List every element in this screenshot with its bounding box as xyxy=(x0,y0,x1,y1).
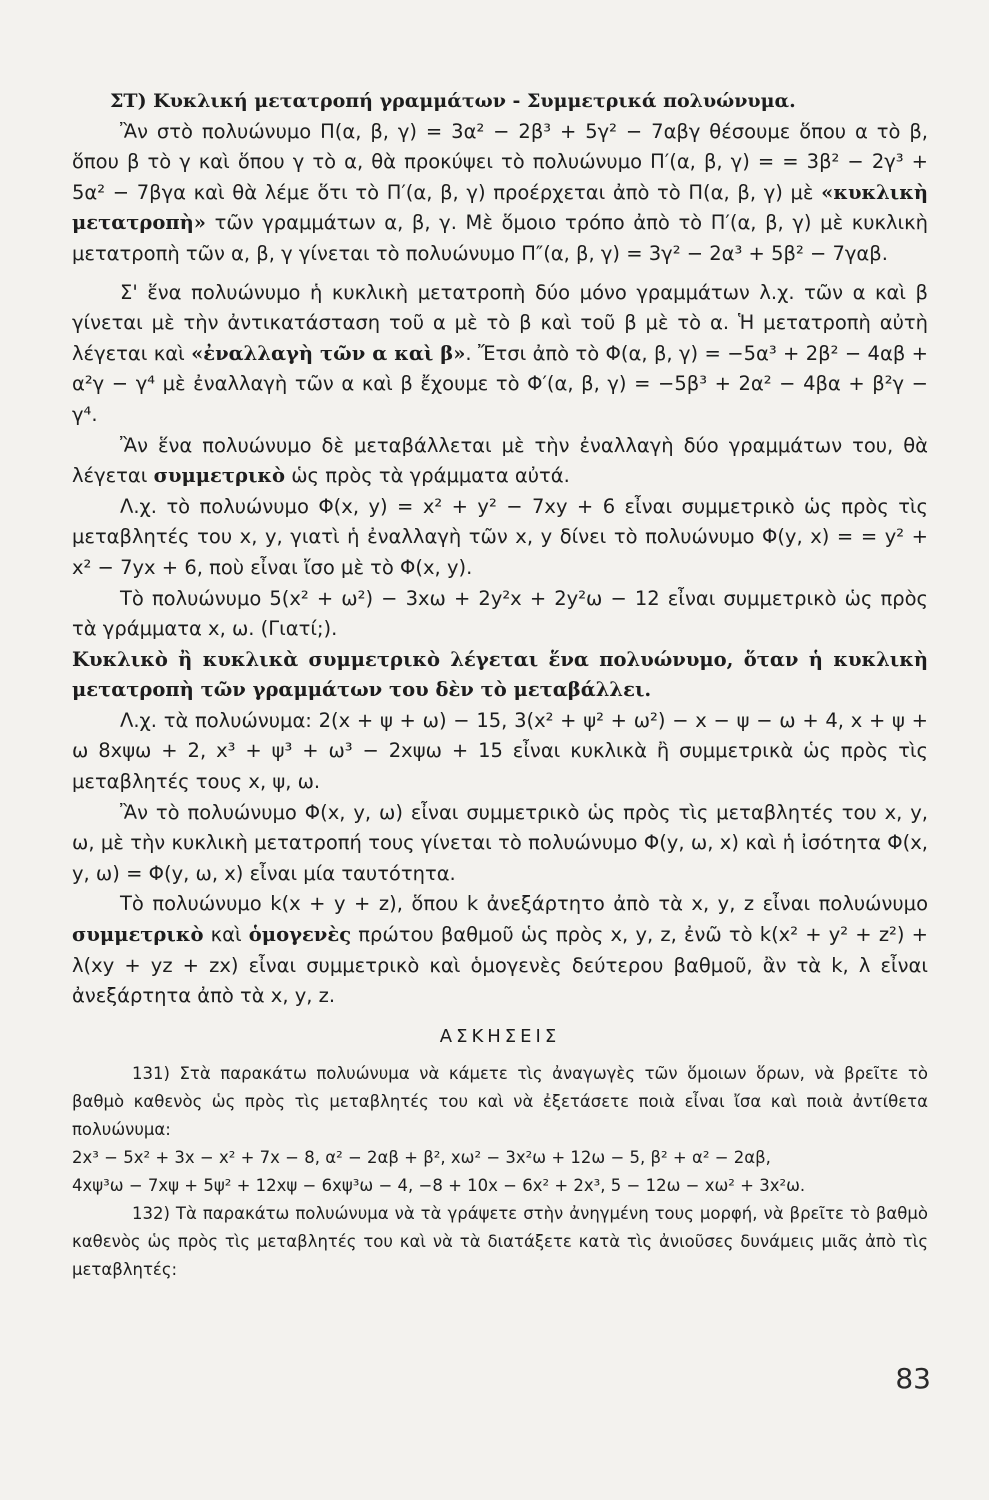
p9-text-2: καὶ xyxy=(203,923,249,947)
paragraph-identity: Ἂν τὸ πολυώνυμο Φ(x, y, ω) εἶναι συμμετρικὸ ὡς πρὸς τὶς μεταβλητές του x, y, ω, μὲ τὴν κυκλικὴ μετατροπή τους γίνεται τὸ πολυώνυμο Φ(y, ω, x) καὶ ἡ ἰσότητα Φ(x, y, ω) = Φ(y, ω, x) εἶναι μία ταυτότητα. xyxy=(72,800,928,885)
paragraph-example-xw: Τὸ πολυώνυμο 5(x² + ω²) − 3xω + 2y²x + 2y²ω − 12 εἶναι συμμετρικὸ ὡς πρὸς τὰ γράμματα x, ω. (Γιατί;). xyxy=(72,586,928,641)
p3-text-2: ὡς πρὸς τὰ γράμματα αὐτά. xyxy=(285,464,570,488)
paragraph-example-phi: Λ.χ. τὸ πολυώνυμο Φ(x, y) = x² + y² − 7xy + 6 εἶναι συμμετρικὸ ὡς πρὸς τὶς μεταβλητές του x, y, γιατὶ ἡ ἐναλλαγὴ τῶν x, y δίνει τὸ πολυώνυμο Φ(y, x) = = y² + x² − 7yx + 6, ποὺ εἶναι ἴσο μὲ τὸ Φ(x, y). xyxy=(72,494,928,579)
exercise-132: 132) Τὰ παρακάτω πολυώνυμα νὰ τὰ γράψετε στὴν ἀνηγμένη τους μορφή, νὰ βρεῖτε τὸ βαθμὸ καθενὸς ὡς πρὸς τὶς μεταβλητές του καὶ νὰ τὰ διατάξετε κατὰ τὶς ἀνιοῦσες δυνάμεις μιᾶς ἀπὸ τὶς μεταβλητές: xyxy=(72,1204,928,1280)
p2-text-1: Σ' ἕνα πολυώνυμο ἡ κυκλικὴ μετατροπὴ δύο μόνο γραμμάτων λ.χ. τῶν α καὶ β γίνεται μὲ τὴν ἀντικατάσταση τοῦ α μὲ τὸ β καὶ τοῦ β μὲ τὸ α. Ἡ μετατροπὴ αὐτὴ λέγεται καὶ xyxy=(72,280,928,365)
p3-term-symmetric: συμμετρικὸ xyxy=(153,464,286,488)
p1-text-2: τῶν γραμμάτων α, β, γ. Μὲ ὅμοιο τρόπο ἀπὸ τὸ Π′(α, β, γ) μὲ κυκλικὴ μετατροπὴ τῶν α, β, γ γίνεται τὸ πολυώνυμο Π″(α, β, γ) = 3γ² − 2α³ + 5β² − 7γαβ. xyxy=(72,211,928,265)
p2-term-swap: «ἐναλλαγὴ τῶν α καὶ β» xyxy=(191,341,466,365)
p1-text-1: Ἂν στὸ πολυώνυμο Π(α, β, γ) = 3α² − 2β³ + 5γ² − 7αβγ θέσουμε ὅπου α τὸ β, ὅπου β τὸ γ καὶ ὅπου γ τὸ α, θὰ προκύψει τὸ πολυώνυμο Π′(α, β, γ) = = 3β² − 2γ³ + 5α² − 7βγα καὶ θὰ λέμε ὅτι τὸ Π′(α, β, γ) προέρχεται ἀπὸ τὸ Π(α, β, γ) μὲ xyxy=(72,119,928,204)
paragraph-symmetric-definition xyxy=(72,431,928,492)
p1-term-cyclic: «κυκλικὴ μετατροπὴ» xyxy=(72,180,928,235)
p9-text-3: πρώτου βαθμοῦ ὡς πρὸς x, y, z, ἐνῶ τὸ k(x² + y² + z²) + λ(xy + yz + zx) εἶναι συμμετρικὸ καὶ ὁμογενὲς δεύτερου βαθμοῦ, ἂν τὰ k, λ εἶναι ἀνεξάρτητα ἀπὸ τὰ x, y, z. xyxy=(72,923,929,1008)
p9-text-1: Τὸ πολυώνυμο k(x + y + z), ὅπου k ἀνεξάρτητο ἀπὸ τὰ x, y, z εἶναι πολυώνυμο xyxy=(120,892,928,916)
p2-text-2: . Ἔτσι ἀπὸ τὸ Φ(α, β, γ) = −5α³ + 2β² − 4αβ + α²γ − γ⁴ μὲ ἐναλλαγὴ τῶν α καὶ β ἔχουμε τὸ Φ′(α, β, γ) = −5β³ + 2α² − 4βα + β²γ − γ⁴. xyxy=(72,341,928,426)
section-title: ΣΤ) Κυκλική μετατροπή γραμμάτων - Συμμετρικά πολυώνυμα. xyxy=(110,90,796,112)
paragraph-cyclic-symmetric-rule: Κυκλικὸ ἢ κυκλικὰ συμμετρικὸ λέγεται ἕνα πολυώνυμο, ὅταν ἡ κυκλικὴ μετατροπὴ τῶν γραμμάτων του δὲν τὸ μεταβάλλει. xyxy=(72,647,928,702)
page-content xyxy=(72,86,928,1284)
paragraph-cyclic-definition xyxy=(72,117,928,270)
paragraph-swap xyxy=(72,278,928,431)
exercise-131-line-1: 2x³ − 5x² + 3x − x² + 7x − 8, α² − 2αβ + β², xω² − 3x²ω + 12ω − 5, β² + α² − 2αβ, xyxy=(72,1148,771,1168)
page-number: 83 xyxy=(895,1362,931,1395)
p9-term-homogeneous: ὁμογενὲς xyxy=(248,923,352,947)
exercise-131: 131) Στὰ παρακάτω πολυώνυμα νὰ κάμετε τὶς ἀναγωγὲς τῶν ὅμοιων ὅρων, νὰ βρεῖτε τὸ βαθμὸ καθενὸς ὡς πρὸς τὶς μεταβλητές του καὶ νὰ ἐξετάσετε ποιὰ εἶναι ἴσα καὶ ποιὰ ἀντίθετα πολυώνυμα: xyxy=(72,1064,928,1140)
p3-text-1: Ἂν ἕνα πολυώνυμο δὲ μεταβάλλεται μὲ τὴν ἐναλλαγὴ δύο γραμμάτων του, θὰ λέγεται xyxy=(72,433,928,488)
exercises-title: ΑΣΚΗΣΕΙΣ xyxy=(439,1025,561,1047)
paragraph-cyclic-examples: Λ.χ. τὰ πολυώνυμα: 2(x + ψ + ω) − 15, 3(x² + ψ² + ω²) − x − ψ − ω + 4, x + ψ + ω 8xψω + 2, x³ + ψ³ + ω³ − 2xψω + 15 εἶναι κυκλικὰ ἢ συμμετρικὰ ὡς πρὸς τὶς μεταβλητές τους x, ψ, ω. xyxy=(72,708,928,794)
exercise-131-line-2: 4xψ³ω − 7xψ + 5ψ² + 12xψ − 6xψ³ω − 4, −8 + 10x − 6x² + 2x³, 5 − 12ω − xω² + 3x²ω. xyxy=(72,1176,806,1196)
paragraph-homogeneous xyxy=(72,889,928,1011)
p9-term-symmetric: συμμετρικὸ xyxy=(72,923,204,947)
